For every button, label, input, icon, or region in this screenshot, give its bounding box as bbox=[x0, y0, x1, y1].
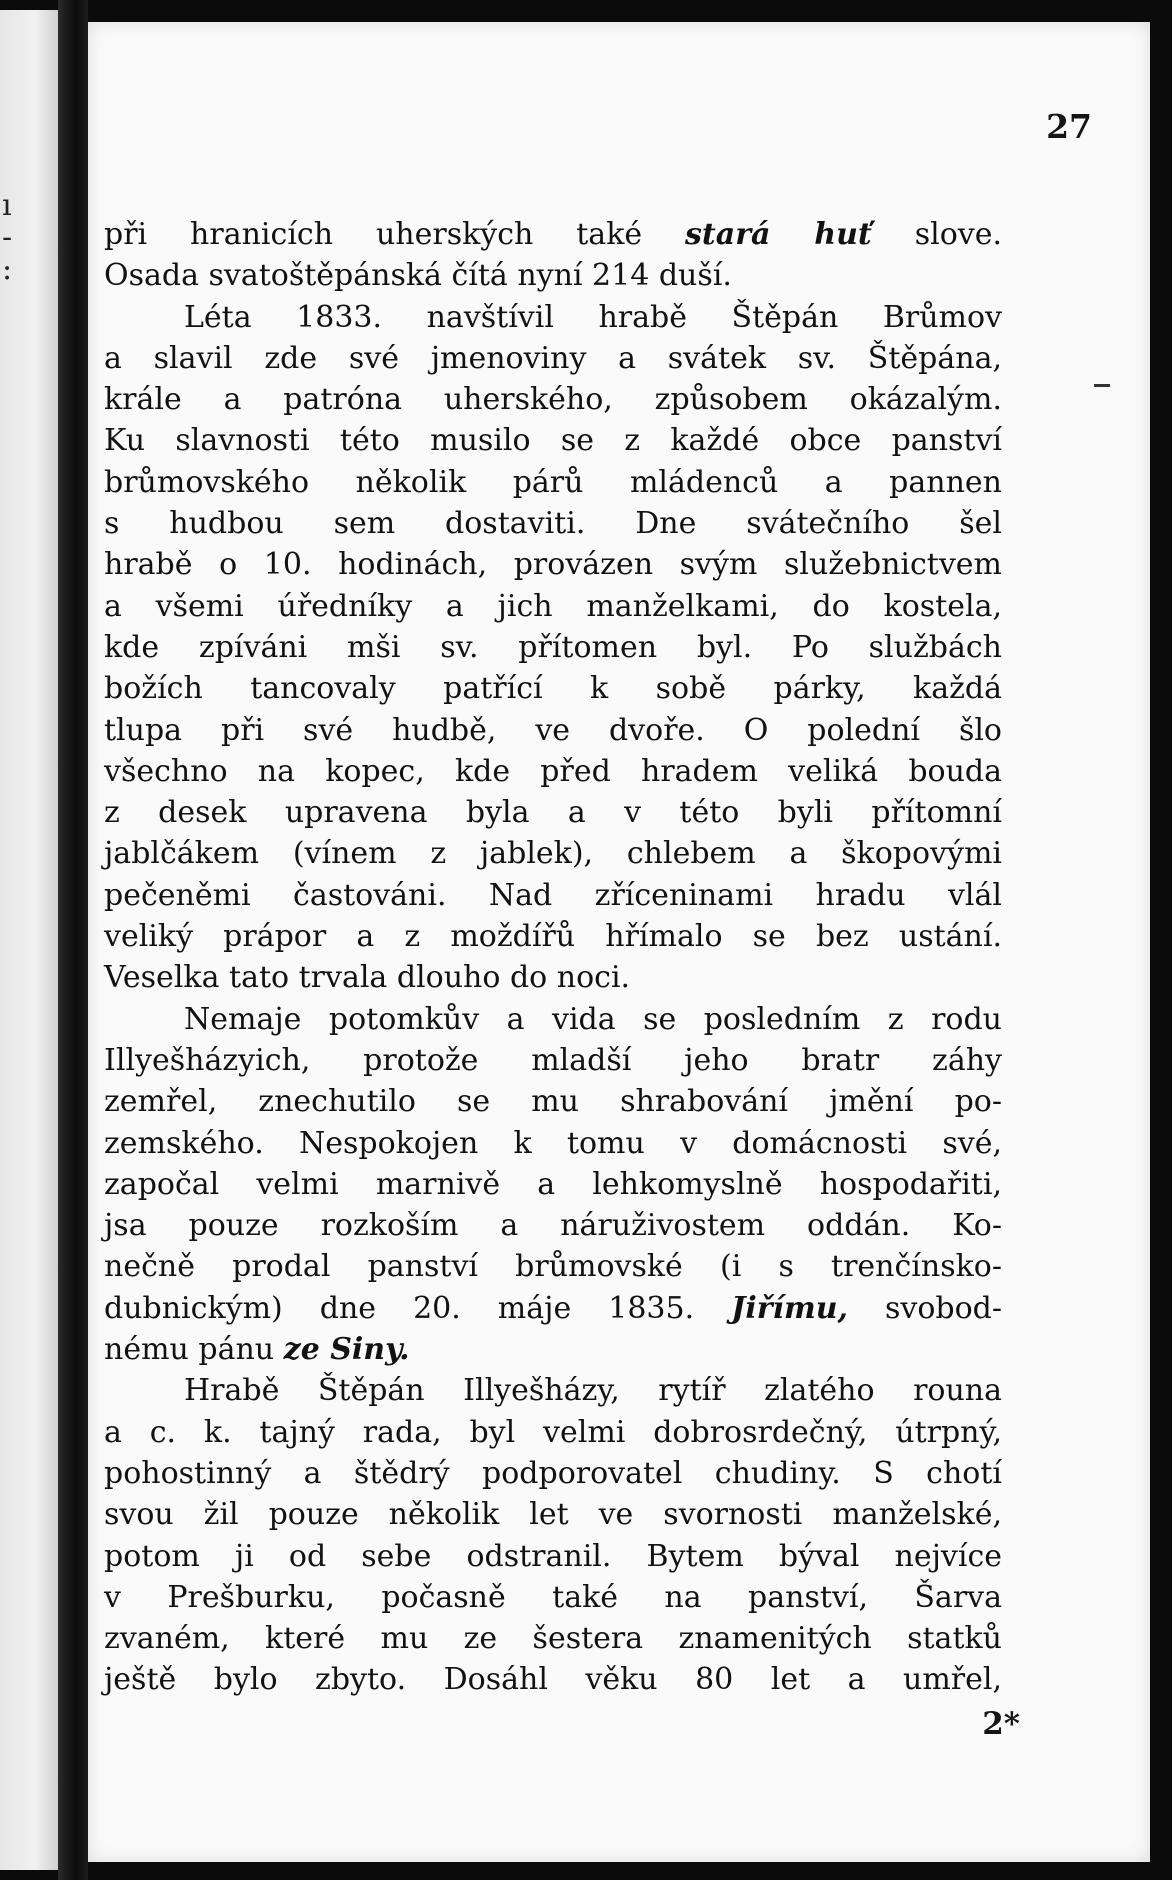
text-line bbox=[104, 379, 1002, 420]
text-line bbox=[104, 1494, 1002, 1535]
text-run: Léta 1833. navštívil hrabě Štěpán Brůmov bbox=[184, 299, 1002, 335]
text-run: pohostinný a štědrý podporovatel chudiny. S chotí bbox=[104, 1455, 1002, 1491]
text-run: Hrabě Štěpán Illyešházy, rytíř zlatého rouna bbox=[184, 1373, 1002, 1409]
text-line bbox=[104, 255, 1002, 296]
text-line bbox=[104, 1205, 1002, 1246]
text-line bbox=[104, 1370, 1002, 1411]
text-line bbox=[104, 1164, 1002, 1205]
text-run: všechno na kopec, kde před hradem veliká bouda bbox=[104, 753, 1002, 789]
text-line bbox=[104, 586, 1002, 627]
text-run: kde zpíváni mši sv. přítomen byl. Po službách bbox=[104, 629, 1002, 665]
text-line bbox=[104, 1453, 1002, 1494]
previous-page-mark: ı bbox=[2, 188, 12, 223]
text-run: ještě bylo zbyto. Dosáhl věku 80 let a umřel, bbox=[104, 1662, 1002, 1698]
text-run: božích tancovaly patřící k sobě párky, každá bbox=[104, 671, 1002, 707]
text-line bbox=[104, 999, 1002, 1040]
text-run: Ku slavnosti této musilo se z každé obce panství bbox=[104, 423, 1002, 459]
text-line bbox=[104, 338, 1002, 379]
text-run: a slavil zde své jmenoviny a svátek sv. Štěpána, bbox=[104, 340, 1002, 376]
text-line bbox=[104, 957, 1002, 998]
text-line bbox=[104, 1123, 1002, 1164]
text-run: pečeněmi častováni. Nad zříceninami hradu vlál bbox=[104, 877, 1002, 913]
text-line bbox=[104, 1081, 1002, 1122]
text-line bbox=[104, 297, 1002, 338]
text-run: započal velmi marnivě a lehkomyslně hospodařiti, bbox=[104, 1166, 1002, 1202]
text-line bbox=[104, 503, 1002, 544]
previous-page-marks bbox=[2, 190, 12, 286]
text-run: Veselka tato trvala dlouho do noci. bbox=[104, 960, 631, 996]
text-line bbox=[104, 1577, 1002, 1618]
text-run: svou žil pouze několik let ve svornosti manželské, bbox=[104, 1497, 1002, 1533]
text-line bbox=[104, 1288, 1002, 1329]
text-run: zvaném, které mu ze šestera znamenitých statků bbox=[104, 1621, 1002, 1657]
text-run: a c. k. tajný rada, byl velmi dobrosrdečný, útrpný, bbox=[104, 1414, 1002, 1450]
text-run: jsa pouze rozkoším a náruživostem oddán. Ko- bbox=[104, 1208, 1002, 1244]
text-line bbox=[104, 1040, 1002, 1081]
text-run: hrabě o 10. hodinách, provázen svým služebnictvem bbox=[104, 547, 1002, 583]
body-text bbox=[104, 214, 1002, 1701]
text-line bbox=[104, 792, 1002, 833]
text-run: v Prešburku, počasně také na panství, Šarva bbox=[104, 1579, 1002, 1615]
text-line bbox=[104, 875, 1002, 916]
text-line bbox=[104, 1329, 1002, 1370]
previous-page-edge bbox=[0, 10, 58, 1870]
text-line bbox=[104, 751, 1002, 792]
italic-text: Jiřímu, bbox=[731, 1290, 848, 1326]
text-run: dubnickým) dne 20. máje 1835. bbox=[104, 1290, 732, 1326]
text-run: jablčákem (vínem z jablek), chlebem a škopovými bbox=[104, 836, 1002, 872]
text-run: z desek upravena byla a v této byli přítomní bbox=[104, 795, 1002, 831]
text-run: Illyešházyich, protože mladší jeho bratr záhy bbox=[104, 1042, 1002, 1078]
text-run: zemského. Nespokojen k tomu v domácnosti své, bbox=[104, 1125, 1002, 1161]
text-run: veliký prápor a z moždířů hřímalo se bez ustání. bbox=[104, 919, 1002, 955]
text-run: s hudbou sem dostaviti. Dne svátečního šel bbox=[104, 506, 1002, 542]
printer-signature: 2* bbox=[982, 1706, 1020, 1742]
text-line bbox=[104, 833, 1002, 874]
page-number: 27 bbox=[1046, 107, 1092, 146]
text-line bbox=[104, 1536, 1002, 1577]
text-run: brůmovského několik párů mládenců a pannen bbox=[104, 464, 1002, 500]
text-line bbox=[104, 1412, 1002, 1453]
text-run: Nemaje potomkův a vida se posledním z rodu bbox=[184, 1001, 1002, 1037]
text-run: krále a patróna uherského, způsobem okázalým. bbox=[104, 382, 1002, 418]
text-line bbox=[104, 214, 1002, 255]
text-run: a všemi úředníky a jich manželkami, do kostela, bbox=[104, 588, 1002, 624]
text-run: Osada svatoštěpánská čítá nyní 214 duší. bbox=[104, 258, 732, 294]
text-run: nému pánu bbox=[104, 1332, 284, 1368]
text-line bbox=[104, 627, 1002, 668]
text-run: zemřel, znechutilo se mu shrabování jmění po- bbox=[104, 1084, 1002, 1120]
book-gutter bbox=[58, 0, 88, 1880]
text-run: při hranicích uherských také bbox=[104, 217, 686, 252]
italic-text: stará huť bbox=[685, 217, 872, 252]
margin-mark bbox=[1094, 384, 1110, 387]
text-run: tlupa při své hudbě, ve dvoře. O polední šlo bbox=[104, 712, 1002, 748]
text-line bbox=[104, 544, 1002, 585]
text-line bbox=[104, 1246, 1002, 1287]
text-run: nečně prodal panství brůmovské (i s trenčínsko- bbox=[104, 1249, 1002, 1285]
text-line bbox=[104, 420, 1002, 461]
text-run: potom ji od sebe odstranil. Bytem býval nejvíce bbox=[104, 1538, 1002, 1574]
text-line bbox=[104, 462, 1002, 503]
previous-page-mark: - bbox=[2, 220, 13, 255]
text-line bbox=[104, 916, 1002, 957]
text-line bbox=[104, 1618, 1002, 1659]
book-page bbox=[88, 22, 1150, 1862]
text-run: svobod- bbox=[847, 1290, 1002, 1326]
text-line bbox=[104, 668, 1002, 709]
text-line bbox=[104, 710, 1002, 751]
text-run: slove. bbox=[871, 217, 1003, 252]
italic-text: ze Siny. bbox=[283, 1332, 410, 1368]
text-line bbox=[104, 1659, 1002, 1700]
previous-page-mark: : bbox=[2, 252, 13, 287]
